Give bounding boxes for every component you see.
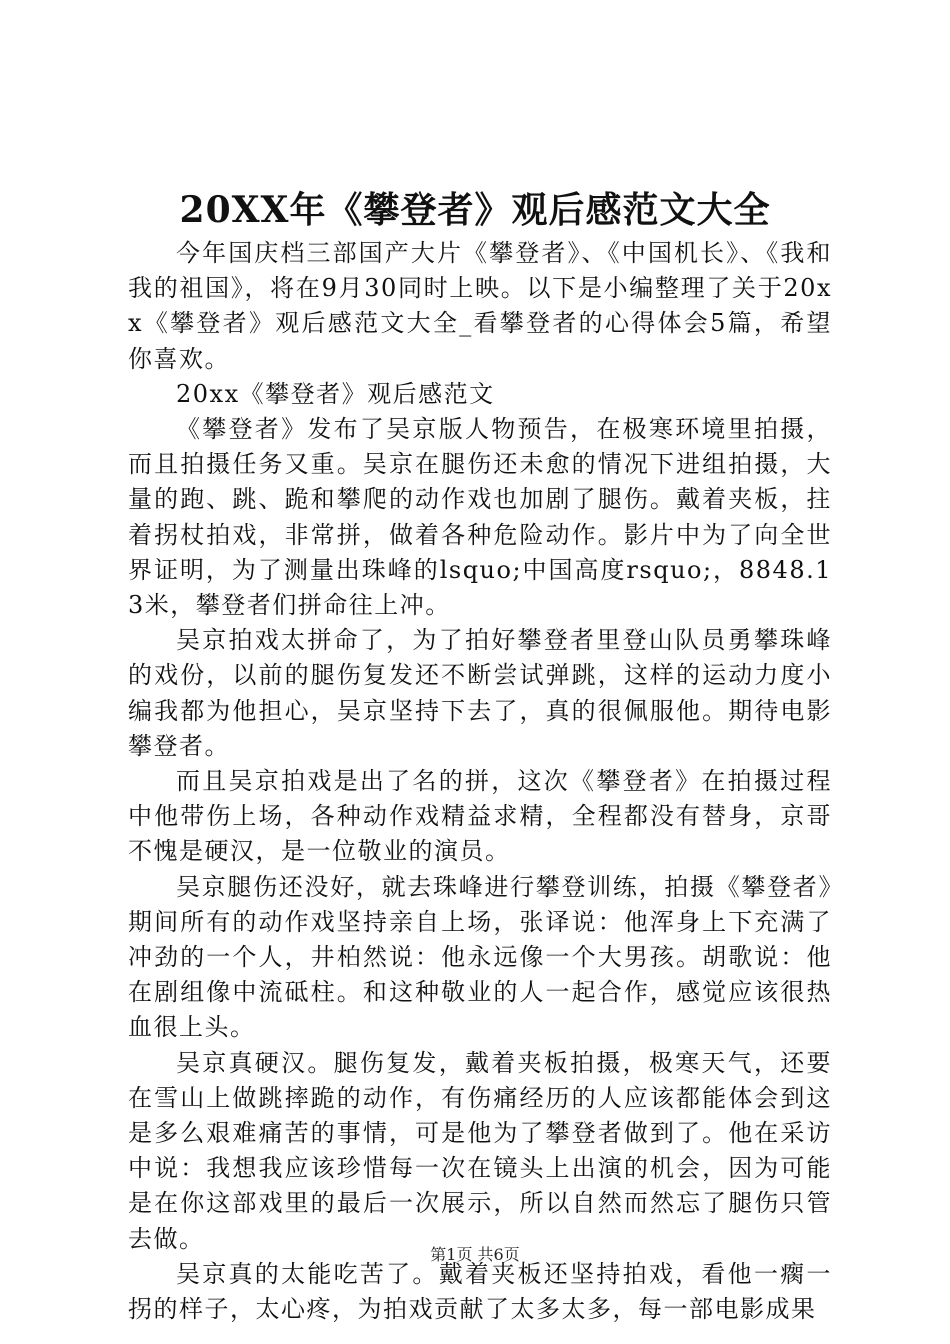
paragraph: 而且吴京拍戏是出了名的拼，这次《攀登者》在拍摄过程中他带伤上场，各种动作戏精益求精，全程都没有替身，京哥不愧是硬汉，是一位敬业的演员。 bbox=[128, 767, 832, 866]
paragraph: 吴京腿伤还没好，就去珠峰进行攀登训练，拍摄《攀登者》期间所有的动作戏坚持亲自上场，张译说：他浑身上下充满了冲劲的一个人，井柏然说：他永远像一个大男孩。胡歌说：他在剧组像中流砥柱。和这种敬业的人一起合作，感觉应该很热血很上头。 bbox=[128, 872, 832, 1042]
paragraph: 吴京拍戏太拼命了，为了拍好攀登者里登山队员勇攀珠峰的戏份，以前的腿伤复发还不断尝试弹跳，这样的运动力度小编我都为他担心，吴京坚持下去了，真的很佩服他。期待电影攀登者。 bbox=[128, 626, 832, 760]
document-body bbox=[128, 236, 832, 1327]
page-title: 20XX年《攀登者》观后感范文大全 bbox=[179, 189, 771, 231]
paragraph: 吴京真的太能吃苦了。戴着夹板还坚持拍戏，看他一瘸一拐的样子，太心疼，为拍戏贡献了太多太多，每一部电影成果 bbox=[128, 1259, 832, 1324]
paragraph-intro: 今年国庆档三部国产大片《攀登者》、《中国机长》、《我和我的祖国》，将在9月30同时上映。以下是小编整理了关于20xx《攀登者》观后感范文大全_看攀登者的心得体会5篇，希望你喜欢。 bbox=[128, 239, 832, 373]
paragraph: 吴京真硬汉。腿伤复发，戴着夹板拍摄，极寒天气，还要在雪山上做跳摔跪的动作，有伤痛经历的人应该都能体会到这是多么艰难痛苦的事情，可是他为了攀登者做到了。他在采访中说：我想我应该珍惜每一次在镜头上出演的机会，因为可能是在你这部戏里的最后一次展示，所以自然而然忘了腿伤只管去做。 bbox=[128, 1048, 832, 1253]
paragraph: 《攀登者》发布了吴京版人物预告，在极寒环境里拍摄，而且拍摄任务又重。吴京在腿伤还未愈的情况下进组拍摄，大量的跑、跳、跪和攀爬的动作戏也加剧了腿伤。戴着夹板，拄着拐杖拍戏，非常拼，做着各种危险动作。影片中为了向全世界证明，为了测量出珠峰的lsquo;中国高度rsquo;，8848.13米，攀登者们拼命往上冲。 bbox=[128, 415, 832, 620]
section-heading: 20xx《攀登者》观后感范文 bbox=[176, 379, 495, 408]
page-number-footer: 第1页 共6页 bbox=[430, 1245, 520, 1264]
